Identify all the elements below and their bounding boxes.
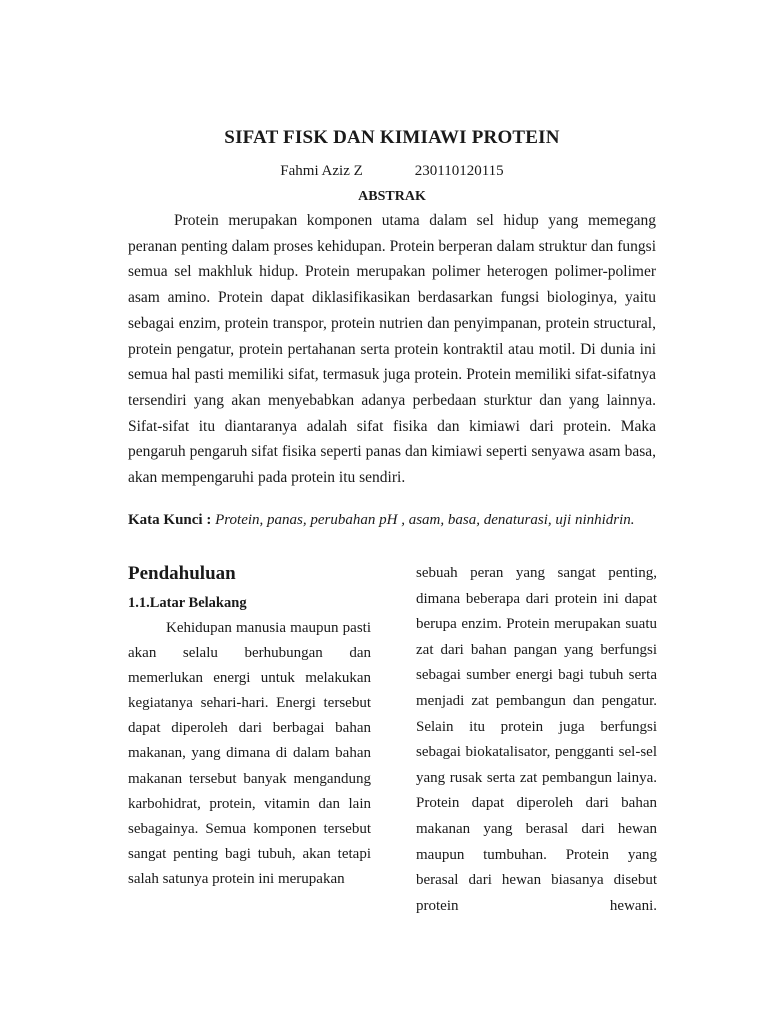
- left-column-paragraph: Kehidupan manusia maupun pasti akan selalu berhubungan dan memerlukan energi untuk melakukan kegiatanya sehari-hari. Energi tersebut dapat diperoleh dari berbagai bahan makanan, yang dimana di dalam bahan makanan tersebut banyak mengandung karbohidrat, protein, vitamin dan lain sebagainya. Semua komponen tersebut sangat penting bagi tubuh, akan tetapi salah satunya protein ini merupakan: [128, 620, 371, 887]
- keywords-text: Protein, panas, perubahan pH , asam, basa, denaturasi, uji ninhidrin.: [215, 512, 635, 528]
- subsection-heading: 1.1.Latar Belakang: [128, 595, 247, 611]
- abstract-body: Protein merupakan komponen utama dalam sel hidup yang memegang peranan penting dalam proses kehidupan. Protein berperan dalam struktur dan fungsi semua sel makhluk hidup. Protein merupakan polimer heterogen polimer-polimer asam amino. Protein dapat diklasifikasikan berdasarkan fungsi biologinya, yaitu sebagai enzim, protein transpor, protein nutrien dan penyimpanan, protein structural, protein pengatur, protein pertahanan serta protein kontraktil atau motil. Di dunia ini semua hal pasti memiliki sifat, termasuk juga protein. Protein memiliki sifat-sifatnya tersendiri yang akan menyebabkan adanya perbedaan sturktur dan yang lainnya. Sifat-sifat itu diantaranya adalah sifat fisika dan kimiawi dari protein. Maka pengaruh pengaruh sifat fisika seperti panas dan kimiawi seperti senyawa asam basa, akan mempengaruhi pada protein itu sendiri.: [128, 212, 656, 487]
- keywords-line: [128, 512, 668, 529]
- right-column-paragraph: sebuah peran yang sangat penting, dimana beberapa dari protein ini dapat berupa enzim. Protein merupakan suatu zat dari bahan pangan yang berfungsi sebagai sumber energi bagi tubuh serta menjadi zat pembangun dan pengatur. Selain itu protein juga berfungsi sebagai biokatalisator, pengganti sel-sel yang rusak serta zat pembangun lainya. Protein dapat diperoleh dari bahan makanan yang berasal dari hewan maupun tumbuhan. Protein yang berasal dari hewan biasanya disebut protein hewani.: [416, 565, 657, 914]
- document-title: SIFAT FISK DAN KIMIAWI PROTEIN: [224, 127, 560, 148]
- abstract-heading: ABSTRAK: [358, 189, 426, 204]
- author-line: [0, 163, 768, 180]
- author-student-id: 230110120115: [414, 163, 504, 179]
- keywords-label: Kata Kunci :: [128, 512, 212, 528]
- section-heading: Pendahuluan: [128, 563, 236, 584]
- author-name: Fahmi Aziz Z: [280, 163, 363, 179]
